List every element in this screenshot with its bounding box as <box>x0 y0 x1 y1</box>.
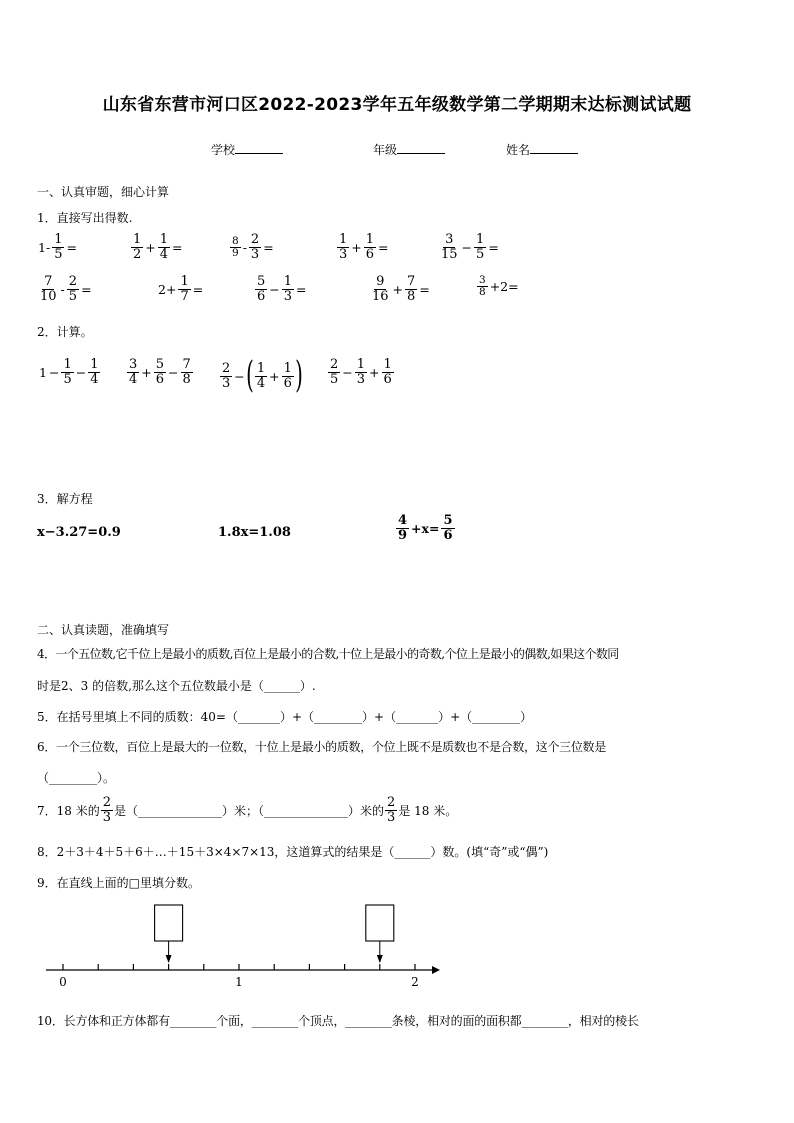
name-label: 姓名 <box>506 143 531 157</box>
number-line <box>40 900 440 995</box>
q3-eq1: x−3.27=0.9 <box>37 525 121 540</box>
q2-expr1: 1 − $\frac{1}{5}$ − $\frac{1}{4}$ <box>39 357 99 387</box>
fraction: $\frac{1}{3}$ <box>339 232 348 262</box>
q1-row2-item <box>369 275 431 303</box>
q3-eq2: 1.8x=1.08 <box>218 525 291 540</box>
number-line-arrow <box>432 966 440 974</box>
section1-heading: 一、认真审题，细心计算 <box>37 185 170 199</box>
q3-label: 3．解方程 <box>37 492 93 506</box>
q1-label: 1．直接写出得数. <box>37 211 133 225</box>
number-line-label: 0 <box>59 975 67 989</box>
q6-line1: 6．一个三位数，百位上是最大的一位数，十位上是最小的质数，个位上既不是质数也不是合数，这个三位数是 <box>37 740 606 754</box>
q1-row2-item <box>254 275 308 303</box>
q1-row1-item <box>229 233 275 261</box>
q10: 10．长方体和正方体都有________个面，________个顶点，________条棱，相对的面的面积都________，相对的棱长 <box>37 1014 639 1028</box>
expr-text: = <box>488 239 499 255</box>
expr-text: = <box>296 281 307 297</box>
q5: 5．在括号里填上不同的质数：40=（_______）+（________）+（_______）+（________） <box>37 710 533 724</box>
q1-row2-item <box>476 275 520 298</box>
expr-text: = <box>66 239 77 255</box>
q2-label: 2．计算。 <box>37 325 93 339</box>
expr-text: 2+ <box>158 281 177 297</box>
expr-text: +2= <box>489 279 519 295</box>
q4-line1: 4．一个五位数,它千位上是最小的质数,百位上是最小的合数,十位上是最小的奇数,个位上是最小的偶数,如果这个数同 <box>37 647 619 661</box>
pointer-arrow-head <box>377 955 383 963</box>
school-field[interactable] <box>211 141 283 158</box>
operator: + <box>392 281 404 297</box>
q1-row2-item <box>157 275 204 303</box>
operator: - <box>242 239 247 255</box>
q7: 7．18 米的 $\frac{2}{3}$ 是（______________）米；（______________）米的 $\frac{2}{3}$ 是 18 米。 <box>37 795 458 825</box>
grade-field[interactable] <box>373 141 445 158</box>
q4-line2: 时是2、3 的倍数,那么这个五位数最小是（______）. <box>37 679 316 693</box>
number-line-label: 2 <box>411 975 419 989</box>
fraction: $\frac{1}{5}$ <box>476 232 485 262</box>
fraction: $\frac{9}{16}$ <box>372 274 389 304</box>
fraction: $\frac{2}{3}$ <box>250 232 260 262</box>
fraction: $\frac{3}{8}$ <box>479 274 486 299</box>
fraction: $\frac{1}{4}$ <box>159 232 169 262</box>
q9: 9．在直线上面的□里填分数。 <box>37 876 200 890</box>
operator: + <box>351 239 362 255</box>
expr-text: = <box>81 281 92 297</box>
fraction: $\frac{8}{9}$ <box>232 234 239 259</box>
page-title: 山东省东营市河口区2022-2023学年五年级数学第二学期期末达标测试试题 <box>102 95 692 115</box>
fraction: $\frac{1}{5}$ <box>54 232 63 262</box>
answer-box[interactable] <box>155 905 183 941</box>
school-label: 学校 <box>211 143 236 157</box>
operator: - <box>60 281 65 297</box>
fraction: $\frac{5}{6}$ <box>257 274 266 304</box>
answer-box[interactable] <box>366 905 394 941</box>
q2-expr3: $\frac{2}{3}$ − ( $\frac{1}{4}$ + $\frac{1}{6}$ ) <box>222 355 303 396</box>
q2-expr4: $\frac{2}{5}$ − $\frac{1}{3}$ + $\frac{1}{6}$ <box>330 357 392 387</box>
fraction: $\frac{2}{5}$ <box>68 274 78 304</box>
section2-heading: 二、认真读题，准确填写 <box>37 623 170 637</box>
pointer-arrow-head <box>166 955 172 963</box>
grade-label: 年级 <box>373 143 398 157</box>
q1-row1-item <box>37 233 78 261</box>
q1-row1-item <box>438 233 500 261</box>
fraction: $\frac{1}{6}$ <box>365 232 375 262</box>
number-line-label: 1 <box>235 975 243 989</box>
q2-expr2: $\frac{3}{4}$ + $\frac{5}{6}$ − $\frac{7}{8}$ <box>129 357 191 387</box>
q3-eq3: $\frac{4}{9}$ +x= $\frac{5}{6}$ <box>398 513 453 543</box>
q6-line2: （________）。 <box>37 771 116 785</box>
q8: 8．2＋3＋4＋5＋6＋…＋15＋3×4×7×13，这道算式的结果是（______）数。(填“奇”或“偶”) <box>37 845 549 859</box>
name-field[interactable] <box>506 141 578 158</box>
expr-text: = <box>172 239 183 255</box>
operator: − <box>461 239 473 255</box>
q1-row1-item <box>130 233 184 261</box>
fraction: $\frac{7}{10}$ <box>40 274 57 304</box>
expr-text: = <box>263 239 274 255</box>
operator: + <box>145 239 156 255</box>
q1-row1-item <box>336 233 390 261</box>
expr-text: 1- <box>38 239 51 255</box>
fraction: $\frac{3}{15}$ <box>441 232 458 262</box>
expr-text: = <box>192 281 204 297</box>
operator: − <box>269 281 280 297</box>
expr-text: = <box>378 239 389 255</box>
fraction: $\frac{1}{2}$ <box>133 232 142 262</box>
fraction: $\frac{1}{7}$ <box>180 274 189 304</box>
expr-text: = <box>419 281 430 297</box>
q1-row2-item <box>37 275 93 303</box>
fraction: $\frac{1}{3}$ <box>283 274 293 304</box>
fraction: $\frac{7}{8}$ <box>407 274 416 304</box>
